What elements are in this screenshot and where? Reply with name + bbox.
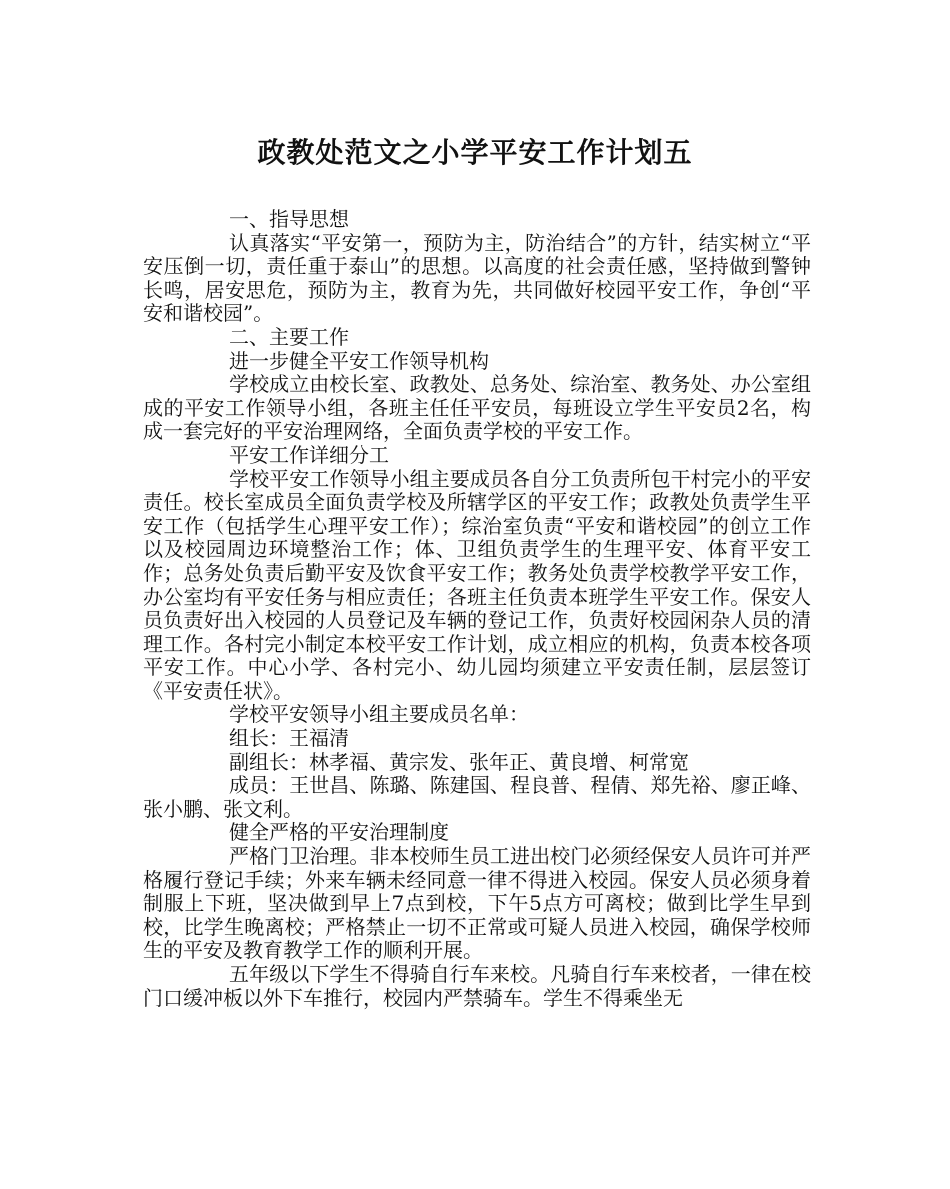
document-title: 政教处范文之小学平安工作计划五 [257, 136, 693, 169]
list-item-deputy-leaders: 副组长：林孝福、黄宗发、张年正、黄良增、柯常宽 [229, 749, 689, 774]
document-body [143, 208, 811, 1010]
paragraph: 五年级以下学生不得骑自行车来校。凡骑自行车来校者，一律在校门口缓冲板以外下车推行，校园内严禁骑车。学生不得乘坐无 [143, 962, 811, 1010]
paragraph: 学校平安工作领导小组主要成员各自分工负责所包干村完小的平安责任。校长室成员全面负责学校及所辖学区的平安工作；政教处负责学生平安工作（包括学生心理平安工作）；综治室负责“平安和谐校园”的创立工作以及校园周边环境整治工作；体、卫组负责学生的生理平安、体育平安工作；总务处负责后勤平安及饮食平安工作；教务处负责学校教学平安工作，办公室均有平安任务与相应责任；各班主任负责本班学生平安工作。保安人员负责好出入校园的人员登记及车辆的登记工作，负责好校园闲杂人员的清理工作。各村完小制定本校平安工作计划，成立相应的机构，负责本校各项平安工作。中心小学、各村完小、幼儿园均须建立平安责任制，层层签订《平安责任状》。 [143, 466, 811, 703]
subheading: 平安工作详细分工 [229, 442, 389, 467]
subheading: 进一步健全平安工作领导机构 [229, 348, 489, 373]
list-item-leader: 组长：王福清 [229, 726, 349, 751]
paragraph: 严格门卫治理。非本校师生员工进出校门必须经保安人员许可并严格履行登记手续；外来车辆未经同意一律不得进入校园。保安人员必须身着制服上下班，坚决做到早上7点到校，下午5点方可离校；做到比学生早到校，比学生晚离校；严格禁止一切不正常或可疑人员进入校园，确保学校师生的平安及教育教学工作的顺利开展。 [143, 844, 811, 963]
paragraph: 学校成立由校长室、政教处、总务处、综治室、教务处、办公室组成的平安工作领导小组，各班主任任平安员，每班设立学生平安员2名，构成一套完好的平安治理网络，全面负责学校的平安工作。 [143, 372, 811, 444]
section-heading-guiding-thought: 一、指导思想 [229, 207, 349, 231]
list-item-members: 成员：王世昌、陈璐、陈建国、程良普、程倩、郑先裕、廖正峰、张小鹏、张文利。 [143, 773, 811, 821]
paragraph: 认真落实“平安第一，预防为主，防治结合”的方针，结实树立“平安压倒一切，责任重于泰山”的思想。以高度的社会责任感，坚持做到警钟长鸣，居安思危，预防为主，教育为先，共同做好校园平安工作，争创“平安和谐校园”。 [143, 230, 811, 326]
subheading: 健全严格的平安治理制度 [229, 820, 449, 845]
paragraph: 学校平安领导小组主要成员名单： [229, 702, 529, 727]
section-heading-main-work: 二、主要工作 [229, 324, 349, 349]
